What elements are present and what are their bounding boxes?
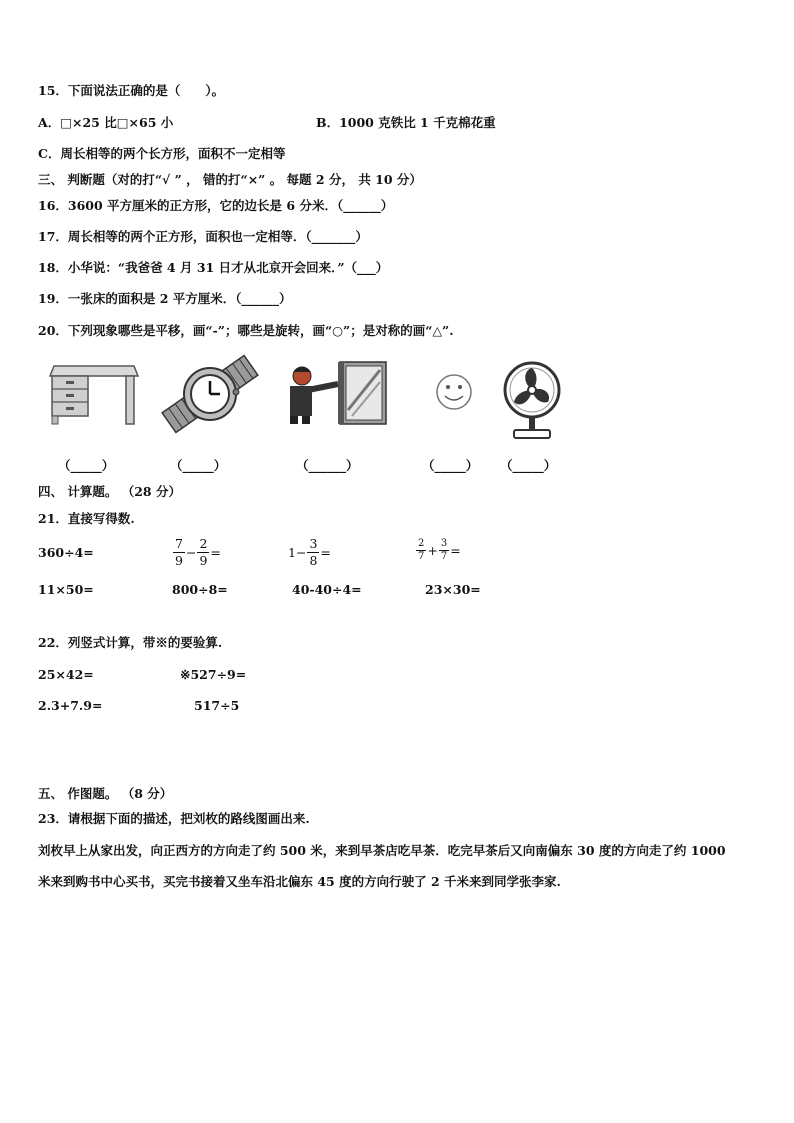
q23-text-line-1: 刘枚早上从家出发，向正西方的方向走了约 500 米，来到早茶店吃早茶．吃完早茶后又向南偏东 30 度的方向走了约 1000 [38, 843, 726, 858]
denominator: 8 [309, 553, 318, 568]
q20-answer-4[interactable]: （_____） [422, 458, 479, 473]
numerator: 3 [309, 536, 318, 551]
q23-stem: 23．请根据下面的描述，把刘枚的路线图画出来. [38, 811, 310, 826]
q22-item-4: 517÷5 [194, 698, 240, 713]
q21-expr-4 [415, 538, 461, 563]
q20-answer-2[interactable]: （_____） [170, 458, 227, 473]
q22-item-2: ※527÷9= [180, 667, 247, 682]
q20-stem: 20．下列现象哪些是平移，画“-”；哪些是旋转，画“○”；是对称的画“△”. [38, 323, 454, 338]
lead-term: 1− [288, 545, 307, 560]
q16: 16．3600 平方厘米的正方形，它的边长是 6 分米．（______） [38, 198, 394, 213]
q21-expr-3 [288, 536, 331, 569]
electric-fan-picture [500, 360, 564, 442]
watch-picture [158, 352, 262, 436]
q21-expr-2 [172, 536, 221, 569]
q15-stem: 15．下面说法正确的是（ ）。 [38, 83, 225, 98]
denominator: 7 [440, 551, 448, 562]
section4-title: 四、 计算题。 （28 分） [38, 484, 181, 499]
q21-stem: 21．直接写得数. [38, 511, 135, 526]
q22-stem: 22．列竖式计算，带※的要验算. [38, 635, 223, 650]
equals-sign: = [320, 545, 331, 560]
q20-answer-5[interactable]: （_____） [500, 458, 557, 473]
fraction [416, 538, 426, 563]
desk-picture [48, 360, 140, 426]
section5-title: 五、 作图题。 （8 分） [38, 786, 173, 801]
operator: + [427, 543, 438, 558]
q21-row2-expr-1: 11×50= [38, 582, 94, 597]
window-push-picture [282, 360, 388, 426]
numerator: 3 [440, 538, 448, 549]
fraction [173, 536, 185, 569]
q21-row2-expr-3: 40-40÷4= [292, 582, 362, 597]
operator: − [185, 545, 197, 560]
q17: 17．周长相等的两个正方形，面积也一定相等．（_______） [38, 229, 368, 244]
q23-text-line-2: 米来到购书中心买书，买完书接着又坐车沿北偏东 45 度的方向行驶了 2 千米来到同学张李家. [38, 874, 561, 889]
numerator: 2 [199, 536, 208, 551]
q15-option-c: C．周长相等的两个长方形，面积不一定相等 [38, 146, 286, 161]
fraction [439, 538, 449, 563]
q21-row2-expr-2: 800÷8= [172, 582, 228, 597]
fraction [307, 536, 319, 569]
numerator: 2 [418, 538, 425, 549]
q21-row2-expr-4: 23×30= [425, 582, 481, 597]
numerator: 7 [175, 536, 183, 551]
q20-answer-3[interactable]: （______） [296, 458, 359, 473]
q15-option-a: A．□×25 比□×65 小 [38, 115, 174, 130]
denominator: 7 [418, 551, 425, 562]
q21-expr-1: 360÷4= [38, 545, 94, 560]
q22-item-3: 2.3+7.9= [38, 698, 103, 713]
q20-answer-1[interactable]: （_____） [58, 458, 115, 473]
equals-sign: = [210, 545, 221, 560]
denominator: 9 [175, 553, 183, 568]
q19: 19．一张床的面积是 2 平方厘米．（______） [38, 291, 292, 306]
smiley-face-picture [432, 372, 476, 412]
section3-title: 三、 判断题（对的打“√ ” ， 错的打“×” 。 每题 2 分， 共 10 分） [38, 172, 422, 187]
equals-sign: = [450, 543, 461, 558]
q15-option-b: B．1000 克铁比 1 千克棉花重 [316, 115, 496, 130]
denominator: 9 [199, 553, 208, 568]
fraction [197, 536, 209, 569]
q18: 18．小华说：“我爸爸 4 月 31 日才从北京开会回来．”（___） [38, 260, 389, 275]
q22-item-1: 25×42= [38, 667, 94, 682]
